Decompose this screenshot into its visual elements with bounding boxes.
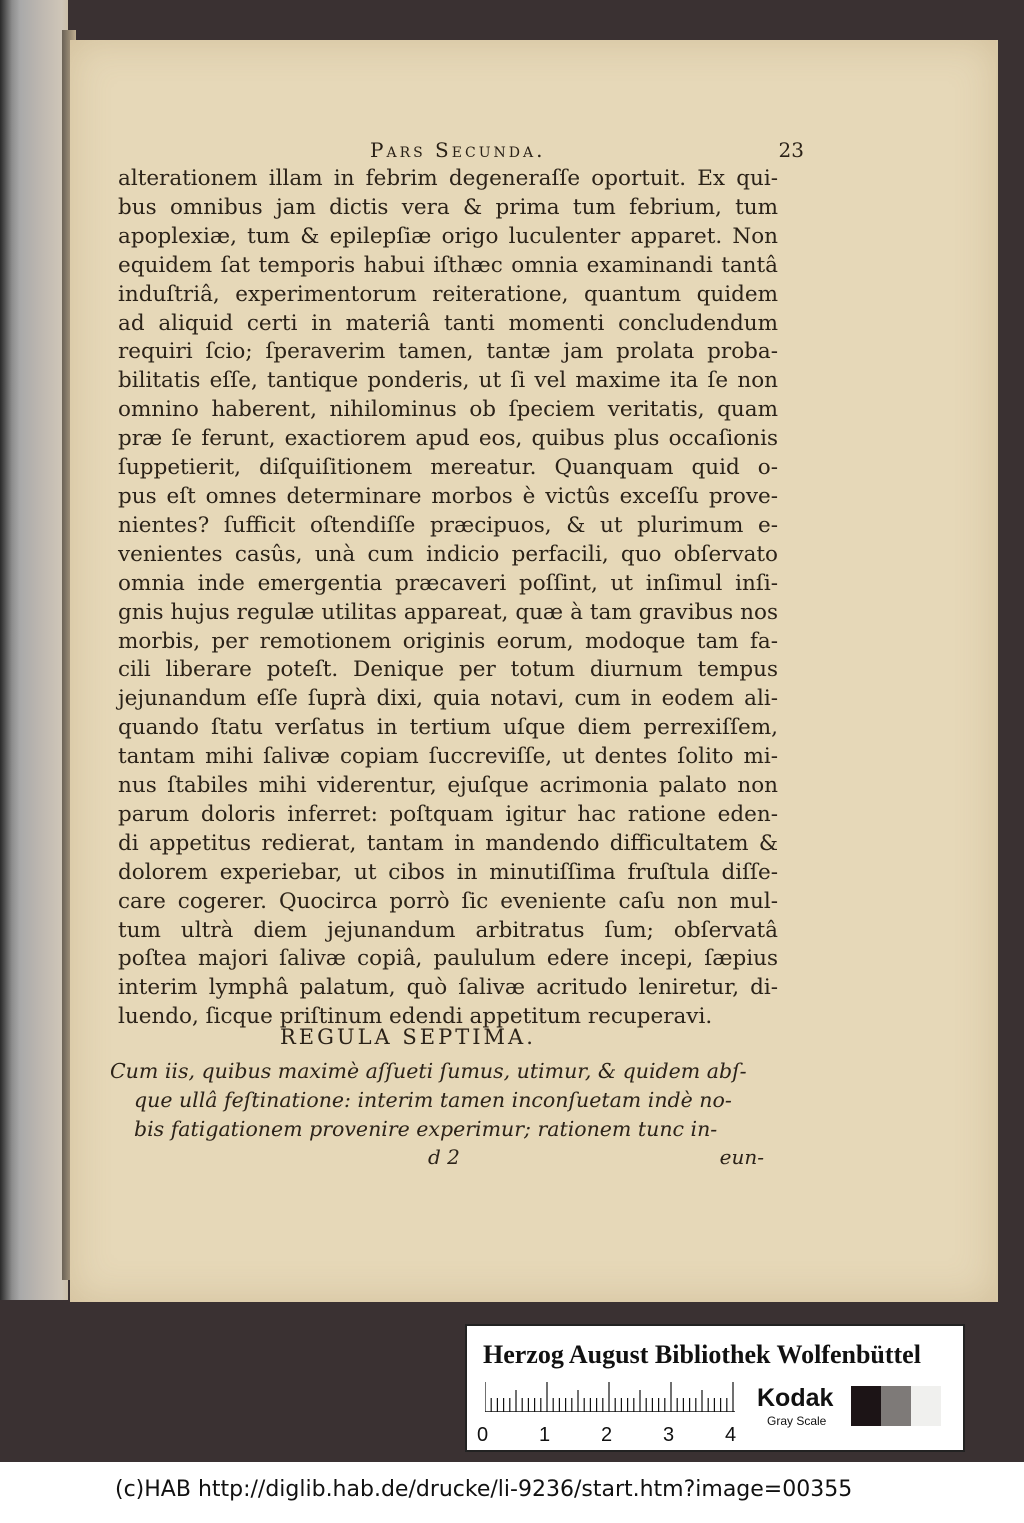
ruler-numbers — [477, 1424, 747, 1448]
brand-logo: Kodak — [757, 1384, 834, 1412]
text-line: ad aliquid certi in materiâ tanti momenti concludendum — [118, 310, 778, 336]
text-line: induſtriâ, experimentorum reiteratione, quantum quidem — [118, 281, 778, 307]
text-line: pus eſt omnes determinare morbos è victûs exceſſu prove- — [118, 483, 778, 509]
color-target-card — [465, 1324, 965, 1452]
gray-swatch-light — [911, 1386, 941, 1426]
rule-line: bis fatigationem provenire experimur; rationem tunc in- — [134, 1117, 718, 1141]
ruler-number: 2 — [601, 1424, 613, 1446]
text-line: poſtea majori ſalivæ copiâ, paululum edere incepi, ſæpius — [118, 946, 778, 972]
text-line: tum ultrà diem jejunandum arbitratus ſum; obſervatâ — [118, 917, 778, 943]
running-head — [110, 138, 960, 166]
left-page-edge — [0, 0, 68, 1300]
text-line: quando ſtatu verſatus in tertium uſque diem perrexiſſem, — [118, 715, 778, 741]
text-line: omnino haberent, nihilominus ob ſpeciem veritatis, quam — [118, 397, 778, 423]
ruler-number: 3 — [663, 1424, 675, 1446]
text-line: equidem ſat temporis habui iſthæc omnia examinandi tantâ — [118, 252, 778, 278]
book-page — [70, 40, 998, 1302]
text-line: præ ſe ferunt, exactiorem apud eos, quibus plus occaſionis — [118, 426, 778, 452]
text-line: ſuppetierit, diſquiſitionem mereatur. Quanquam quid o- — [118, 455, 778, 481]
library-name: Herzog August Bibliothek Wolfenbüttel — [483, 1340, 921, 1369]
signature-mark: d 2 — [428, 1145, 460, 1169]
section-heading: REGULA SEPTIMA. — [280, 1025, 536, 1049]
text-line: venientes casûs, unà cum indicio perfacili, quo obſervato — [118, 541, 778, 567]
catchword: eun- — [719, 1145, 764, 1169]
text-line: care cogerer. Quocirca porrò ſic eveniente caſu non mul- — [118, 888, 778, 914]
text-line: apoplexiæ, tum & epilepſiæ origo luculenter apparet. Non — [118, 223, 778, 249]
body-text — [118, 165, 778, 1032]
gray-swatch-dark — [851, 1386, 881, 1426]
text-line: tantam mihi ſalivæ copiam ſuccreviſſe, ut dentes ſolito mi- — [118, 744, 778, 770]
running-title: Pars Secunda. — [370, 138, 546, 162]
ruler-number: 4 — [725, 1424, 737, 1446]
rule-line: Cum iis, quibus maximè aſſueti ſumus, utimur, & quidem abſ- — [110, 1059, 747, 1083]
page-number: 23 — [778, 138, 804, 162]
rule-line: que ullâ feſtinatione: interim tamen inconſuetam indè no- — [134, 1088, 732, 1112]
rule-text — [110, 1057, 780, 1144]
text-line: gnis hujus regulæ utilitas appareat, quæ à tam gravibus nos — [118, 599, 778, 625]
text-line: requiri ſcio; ſperaverim tamen, tantæ jam prolata proba- — [118, 339, 778, 365]
ruler-scale — [485, 1382, 735, 1412]
text-line: jejunandum eſſe ſuprà dixi, quia notavi, cum in eodem ali- — [118, 686, 778, 712]
ruler-number: 1 — [539, 1424, 551, 1446]
text-line: nientes? ſufficit oſtendiſſe præcipuos, & ut plurimum e- — [118, 512, 778, 538]
text-line: bus omnibus jam dictis vera & prima tum febrium, tum — [118, 194, 778, 220]
text-line: parum doloris inferret: poſtquam igitur hac ratione eden- — [118, 801, 778, 827]
text-line: omnia inde emergentia præcaveri poſſint, ut inſimul inſi- — [118, 570, 778, 596]
ruler-number: 0 — [477, 1424, 489, 1446]
text-line: dolorem experiebar, ut cibos in minutiſſima fruſtula diſſe- — [118, 859, 778, 885]
text-line: bilitatis eſſe, tantique ponderis, ut ſi vel maxime ita ſe non — [118, 368, 778, 394]
text-line: interim lymphâ palatum, quò ſalivæ acritudo leniretur, di- — [118, 975, 778, 1001]
footer-bar — [0, 1462, 1024, 1523]
footer-credit: (c)HAB http://diglib.hab.de/drucke/li-9236/start.htm?image=00355 — [115, 1477, 853, 1502]
text-line: luendo, ſicque priſtinum edendi appetitum recuperavi. — [118, 1004, 713, 1030]
text-line: alterationem illam in febrim degeneraſſe oportuit. Ex qui- — [118, 166, 778, 191]
text-line: di appetitus redierat, tantam in mandendo difficultatem & — [118, 830, 778, 856]
gray-swatch-mid — [881, 1386, 911, 1426]
text-line: morbis, per remotionem originis eorum, modoque tam fa- — [118, 628, 778, 654]
text-line: nus ſtabiles mihi viderentur, ejuſque acrimonia palato non — [118, 773, 778, 799]
text-line: cili liberare poteſt. Denique per totum diurnum tempus — [118, 657, 778, 683]
brand-subtitle: Gray Scale — [767, 1414, 827, 1428]
